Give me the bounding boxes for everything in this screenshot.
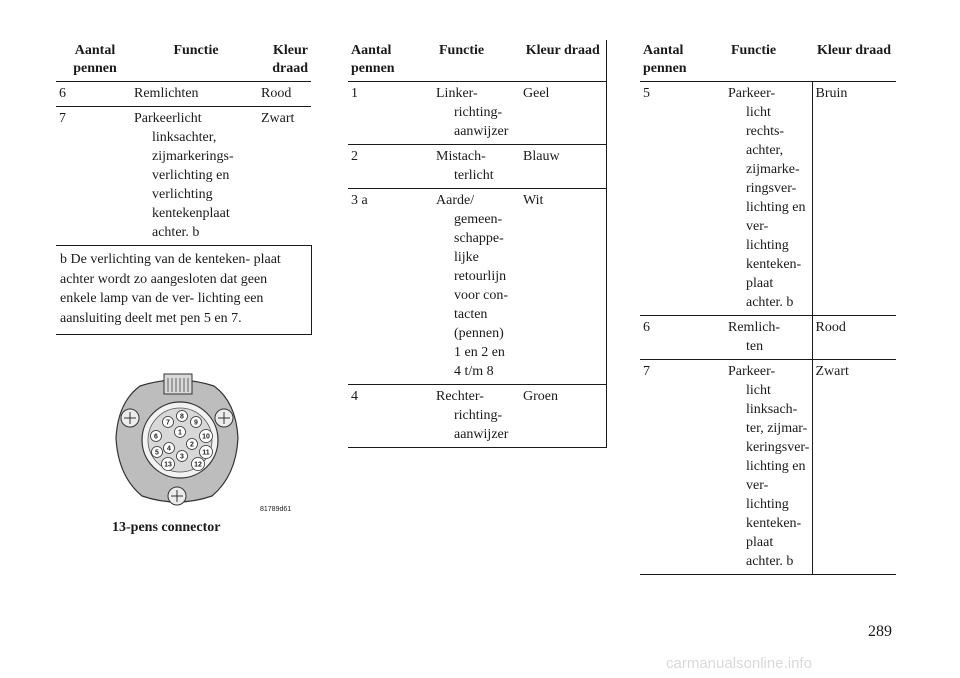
function-cell <box>134 82 258 107</box>
connector-pin <box>200 430 213 443</box>
wire-color: Blauw <box>520 145 606 189</box>
pin-number: 3 a <box>348 189 436 385</box>
table-row <box>640 82 896 316</box>
table-row <box>640 316 896 360</box>
page-number: 289 <box>868 623 892 640</box>
connector-pin <box>200 446 213 459</box>
pin-number: 6 <box>56 82 134 107</box>
pin-label: 8 <box>180 413 184 421</box>
table-row <box>348 145 606 189</box>
function-text-continued: gemeen- schappe- lijke retourlijn voor con- tacten (pennen) 1 en 2 en 4 t/m 8 <box>454 212 509 379</box>
mounting-screw <box>168 487 186 505</box>
function-text: Linker- <box>436 86 478 101</box>
function-text: Parkeer- <box>728 86 776 101</box>
function-text-continued: licht linksach- ter, zijmar- keringsver- lichting en ver- lichting kenteken- plaat achter. b <box>746 383 810 569</box>
mounting-screw <box>121 409 139 427</box>
function-text: Remlichten <box>134 86 199 101</box>
connector-pin <box>162 458 175 471</box>
pin-label: 9 <box>194 419 198 427</box>
function-cell <box>436 145 520 189</box>
footnote: b De verlichting van de kenteken- plaat achter wordt zo aangesloten dat geen enkele lamp van de ver- lichting een aansluiting deelt met pen 5 en 7. <box>56 246 311 335</box>
function-cell <box>728 316 812 360</box>
pin-label: 3 <box>180 453 184 461</box>
pin-table-middle <box>348 40 607 448</box>
table-row <box>640 360 896 575</box>
function-text-continued: linksachter, zijmarkerings- verlichting en verlichting kentekenplaat achter. b <box>152 130 234 240</box>
function-text-continued: ten <box>746 339 764 354</box>
pin-number: 6 <box>640 316 728 360</box>
figure-code: 81789d61 <box>260 506 292 513</box>
pin-label: 5 <box>155 449 159 457</box>
function-text: Remlich- <box>728 320 781 335</box>
pin-number: 7 <box>640 360 728 575</box>
table-row <box>348 82 606 145</box>
pin-table-right <box>640 40 896 575</box>
wire-color: Groen <box>520 385 606 448</box>
pin-label: 13 <box>164 461 172 469</box>
connector-pin <box>191 417 202 428</box>
pin-number: 5 <box>640 82 728 316</box>
pin-label: 12 <box>194 461 202 469</box>
connector-pin <box>164 443 175 454</box>
function-cell <box>728 360 812 575</box>
function-text: Aarde/ <box>436 193 475 208</box>
function-text-continued: terlicht <box>454 168 494 183</box>
connector-illustration <box>112 372 242 512</box>
function-text: Rechter- <box>436 389 484 404</box>
function-cell <box>436 189 520 385</box>
header-pins: Aantal pennen <box>348 40 436 82</box>
function-text: Parkeer- <box>728 364 776 379</box>
wire-color: Zwart <box>812 360 896 575</box>
pin-number: 1 <box>348 82 436 145</box>
header-function: Functie <box>436 40 520 82</box>
footnote-row <box>56 246 311 335</box>
wire-color: Zwart <box>258 107 311 246</box>
wire-color: Rood <box>258 82 311 107</box>
header-wire-color: Kleur draad <box>258 40 311 82</box>
pin-label: 7 <box>166 419 170 427</box>
figure-caption: 13-pens connector <box>112 520 221 535</box>
connector-pin <box>151 431 162 442</box>
table-header-row <box>348 40 606 82</box>
pin-number: 7 <box>56 107 134 246</box>
header-function: Functie <box>134 40 258 82</box>
connector-pin <box>177 451 188 462</box>
function-text-continued: richting- aanwijzer <box>454 105 509 139</box>
table-row <box>56 82 311 107</box>
wire-color: Geel <box>520 82 606 145</box>
function-text-continued: licht rechts- achter, zijmarke- ringsver- lichting en ver- lichting kenteken- plaat achter. b <box>746 105 806 310</box>
pin-label: 4 <box>167 445 171 453</box>
table-header-row <box>640 40 896 82</box>
pin-label: 6 <box>154 433 158 441</box>
connector-pin <box>163 417 174 428</box>
pin-label: 1 <box>178 429 182 437</box>
pin-label: 2 <box>190 441 194 449</box>
connector-pin <box>175 427 186 438</box>
wire-color: Bruin <box>812 82 896 316</box>
table-row <box>348 385 606 448</box>
header-pins: Aantal pennen <box>640 40 728 82</box>
function-cell <box>134 107 258 246</box>
header-function: Functie <box>728 40 812 82</box>
connector-pin <box>192 458 205 471</box>
function-text-continued: richting- aanwijzer <box>454 408 509 442</box>
function-cell <box>728 82 812 316</box>
header-wire-color: Kleur draad <box>520 40 606 82</box>
pin-table-left <box>56 40 312 335</box>
function-text: Parkeerlicht <box>134 111 202 126</box>
connector-pin <box>187 439 198 450</box>
function-cell <box>436 82 520 145</box>
wire-color: Wit <box>520 189 606 385</box>
header-pins: Aantal pennen <box>56 40 134 82</box>
pin-label: 10 <box>202 433 210 441</box>
function-cell <box>436 385 520 448</box>
table-row <box>56 107 311 246</box>
connector-pin <box>177 411 188 422</box>
wire-color: Rood <box>812 316 896 360</box>
mounting-screw <box>215 409 233 427</box>
watermark: carmanualsonline.info <box>666 655 812 672</box>
connector-pin <box>152 447 163 458</box>
pin-number: 2 <box>348 145 436 189</box>
table-header-row <box>56 40 311 82</box>
pin-label: 11 <box>202 449 210 457</box>
pin-number: 4 <box>348 385 436 448</box>
header-wire-color: Kleur draad <box>812 40 896 82</box>
table-row <box>348 189 606 385</box>
function-text: Mistach- <box>436 149 486 164</box>
